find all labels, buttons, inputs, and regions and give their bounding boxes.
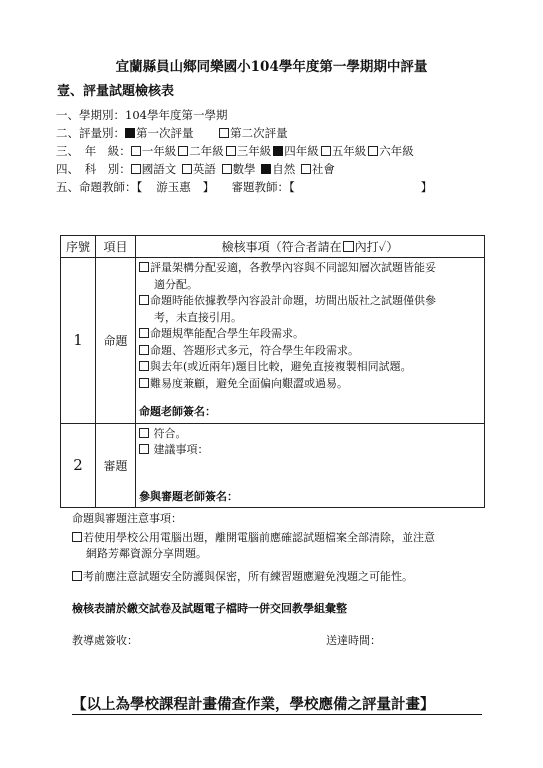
checkbox-checked[interactable] <box>125 128 135 138</box>
checkbox[interactable] <box>139 361 149 371</box>
checkbox[interactable] <box>139 262 149 272</box>
note-item <box>72 568 413 584</box>
check-text: 命題時能依據教學內容設計命題，坊間出版社之試題僅供參 <box>150 294 436 307</box>
header-content-after: 內打✓） <box>354 240 399 254</box>
section-heading: 壹、評量試題檢核表 <box>57 84 175 99</box>
checkbox[interactable] <box>139 444 149 454</box>
checklist-table <box>60 235 485 508</box>
signature-label: 命題老師簽名： <box>139 405 216 418</box>
checkbox[interactable] <box>178 146 188 156</box>
footer-note: 【以上為學校課程計畫備查作業，學校應備之評量計畫】 <box>72 693 482 715</box>
grade-opt: 一年級 <box>141 144 177 158</box>
notes-heading: 命題與審題注意事項： <box>72 512 182 525</box>
checkbox[interactable] <box>139 378 149 388</box>
check-line <box>139 260 481 277</box>
check-line-cont: 適分配。 <box>154 277 198 291</box>
note-item <box>72 529 435 545</box>
check-text: 與去年(或近兩年)題目比較，避免直接複製相同試題。 <box>150 360 412 373</box>
checkbox[interactable] <box>139 345 149 355</box>
exam-type-row <box>56 125 288 141</box>
checkbox[interactable] <box>219 128 229 138</box>
check-line <box>139 326 481 343</box>
check-line <box>139 343 481 360</box>
table-row <box>61 258 485 424</box>
grade-label: 三、 年 級： <box>56 144 131 158</box>
row-content <box>136 258 485 424</box>
signature-label: 參與審題老師簽名： <box>139 490 238 503</box>
header-content-before: 檢核事項（符合者請在 <box>221 240 342 254</box>
subject-opt: 社會 <box>311 162 335 176</box>
subject-opt: 英語 <box>192 162 216 176</box>
header-no: 序號 <box>61 236 96 258</box>
teacher-name: 游玉惠 <box>156 180 191 194</box>
subject-label: 四、 科 別： <box>56 162 131 176</box>
checkbox-checked[interactable] <box>273 146 283 156</box>
subject-opt: 數學 <box>232 162 256 176</box>
checkbox[interactable] <box>182 164 192 174</box>
note-text: 若使用學校公用電腦出題，離開電腦前應確認試題檔案全部清除，並注意 <box>83 531 435 544</box>
received-label: 教導處簽收： <box>72 634 138 647</box>
table-row <box>61 423 485 507</box>
note-text: 考前應注意試題安全防護與保密，所有練習題應避免洩題之可能性。 <box>83 570 413 583</box>
checkbox[interactable] <box>368 146 378 156</box>
checkbox[interactable] <box>226 146 236 156</box>
row-number: 1 <box>61 258 96 424</box>
teacher-row <box>56 179 432 195</box>
check-text: 建議事項： <box>153 443 209 456</box>
row-number: 2 <box>61 423 96 507</box>
check-line <box>139 293 481 310</box>
checkbox[interactable] <box>72 532 82 542</box>
checkbox-icon <box>343 241 354 252</box>
check-line <box>139 359 481 376</box>
note-item-cont: 網路芳鄰資源分享問題。 <box>86 547 207 560</box>
check-text: 命題、答題形式多元，符合學生年段需求。 <box>150 343 359 357</box>
checkbox-checked[interactable] <box>261 164 271 174</box>
reviewer-close: 】 <box>420 180 433 194</box>
grade-opt: 三年級 <box>236 144 272 158</box>
table-header-row <box>61 236 485 258</box>
subject-opt: 自然 <box>272 162 296 176</box>
checkbox[interactable] <box>139 328 149 338</box>
row-content <box>136 423 485 507</box>
checkbox[interactable] <box>301 164 311 174</box>
semester-row <box>56 107 227 123</box>
grade-opt: 六年級 <box>379 144 414 158</box>
check-text: 難易度兼顧，避免全面偏向艱澀或過易。 <box>150 376 348 390</box>
check-line <box>139 376 481 393</box>
check-text: 評量架構分配妥適，各教學內容與不同認知層次試題皆能妥 <box>150 261 436 274</box>
check-line-cont: 考，未直接引用。 <box>154 310 242 324</box>
grade-opt: 二年級 <box>189 144 224 158</box>
header-content <box>136 236 485 258</box>
checkbox[interactable] <box>321 146 331 156</box>
check-text: 命題規準能配合學生年段需求。 <box>150 327 304 340</box>
submit-instruction: 檢核表請於繳交試卷及試題電子檔時一併交回教學組彙整 <box>72 602 347 615</box>
checkbox[interactable] <box>131 146 141 156</box>
header-item: 項目 <box>96 236 136 258</box>
sent-time-label: 送達時間： <box>326 634 381 647</box>
grade-opt: 五年級 <box>331 144 367 158</box>
check-line <box>139 442 481 459</box>
grade-row <box>56 143 416 159</box>
row-item: 審題 <box>96 423 136 507</box>
exam-type-opt1: 第一次評量 <box>136 126 194 140</box>
row-item: 命題 <box>96 258 136 424</box>
document-title: 宜蘭縣員山鄉同樂國小104學年度第一學期期中評量 <box>115 59 428 75</box>
exam-type-opt2: 第二次評量 <box>230 126 288 140</box>
checkbox[interactable] <box>131 164 141 174</box>
subject-row <box>56 161 337 177</box>
exam-type-label: 二、評量別： <box>56 126 125 140</box>
checkbox[interactable] <box>72 571 82 581</box>
subject-opt: 國語文 <box>141 162 177 176</box>
checkbox[interactable] <box>222 164 232 174</box>
reviewer-label: 】 審題教師：【 <box>202 180 295 194</box>
checkbox[interactable] <box>139 428 149 438</box>
grade-opt: 四年級 <box>284 144 319 158</box>
check-line <box>139 426 481 443</box>
check-text: 符合。 <box>153 426 187 440</box>
semester-text: 一、學期別：104學年度第一學期 <box>56 108 228 122</box>
checkbox[interactable] <box>139 295 149 305</box>
teacher-label: 五、命題教師：【 <box>56 180 143 194</box>
